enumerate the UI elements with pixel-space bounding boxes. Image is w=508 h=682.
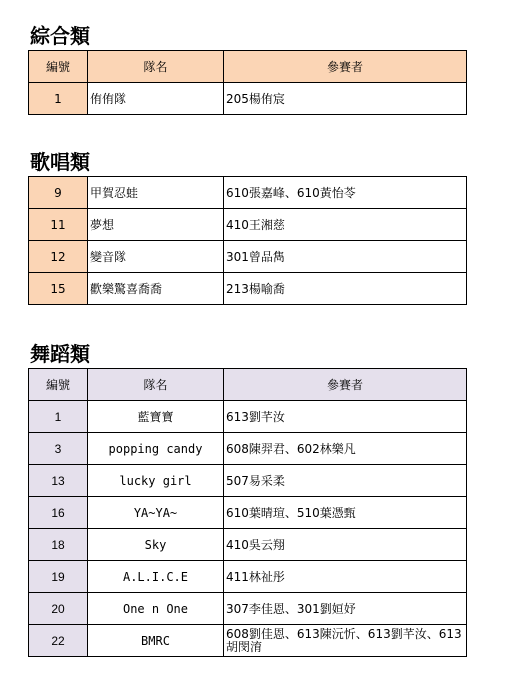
table-header-row bbox=[29, 369, 467, 401]
row-number: 9 bbox=[29, 177, 88, 209]
row-number: 16 bbox=[29, 497, 88, 529]
row-team: 甲賀忍蛙 bbox=[88, 177, 224, 209]
row-members: 610葉晴瑄、510葉憑甄 bbox=[224, 497, 467, 529]
row-team: YA~YA~ bbox=[88, 497, 224, 529]
section-title-general: 綜合類 bbox=[30, 24, 90, 48]
row-number: 12 bbox=[29, 241, 88, 273]
table-row bbox=[29, 433, 467, 465]
section-title-singing: 歌唱類 bbox=[30, 150, 90, 174]
row-team: 侑侑隊 bbox=[88, 83, 224, 115]
table-row bbox=[29, 529, 467, 561]
table-row bbox=[29, 593, 467, 625]
table-row bbox=[29, 465, 467, 497]
header-members: 參賽者 bbox=[224, 369, 467, 401]
header-team: 隊名 bbox=[88, 369, 224, 401]
row-team: popping candy bbox=[88, 433, 224, 465]
row-members: 608陳羿君、602林樂凡 bbox=[224, 433, 467, 465]
row-number: 11 bbox=[29, 209, 88, 241]
row-team: 藍寶寶 bbox=[88, 401, 224, 433]
header-members: 參賽者 bbox=[224, 51, 467, 83]
header-team: 隊名 bbox=[88, 51, 224, 83]
row-members: 301曾品雋 bbox=[224, 241, 467, 273]
row-members: 613劉芊汝 bbox=[224, 401, 467, 433]
row-members: 410王湘慈 bbox=[224, 209, 467, 241]
singing-table bbox=[28, 176, 467, 305]
table-row bbox=[29, 561, 467, 593]
row-number: 13 bbox=[29, 465, 88, 497]
row-number: 18 bbox=[29, 529, 88, 561]
table-header-row bbox=[29, 51, 467, 83]
row-team: One n One bbox=[88, 593, 224, 625]
row-members: 610張嘉峰、610黃怡苓 bbox=[224, 177, 467, 209]
table-row bbox=[29, 273, 467, 305]
header-number: 編號 bbox=[29, 369, 88, 401]
row-team: lucky girl bbox=[88, 465, 224, 497]
table-row bbox=[29, 497, 467, 529]
row-number: 20 bbox=[29, 593, 88, 625]
row-number: 19 bbox=[29, 561, 88, 593]
table-row bbox=[29, 625, 467, 657]
section-title-dance: 舞蹈類 bbox=[30, 342, 90, 366]
row-members: 410吳云翔 bbox=[224, 529, 467, 561]
table-row bbox=[29, 177, 467, 209]
row-members: 608劉佳恩、613陳沅忻、613劉芊汝、613胡閔淯 bbox=[224, 625, 467, 657]
general-table bbox=[28, 50, 467, 115]
table-row bbox=[29, 241, 467, 273]
table-row bbox=[29, 83, 467, 115]
row-number: 1 bbox=[29, 83, 88, 115]
row-members: 411林祉彤 bbox=[224, 561, 467, 593]
row-team: 歡樂驚喜喬喬 bbox=[88, 273, 224, 305]
table-row bbox=[29, 209, 467, 241]
dance-table bbox=[28, 368, 467, 657]
row-number: 3 bbox=[29, 433, 88, 465]
row-members: 205楊侑宸 bbox=[224, 83, 467, 115]
row-members: 213楊喻喬 bbox=[224, 273, 467, 305]
row-team: A.L.I.C.E bbox=[88, 561, 224, 593]
row-number: 22 bbox=[29, 625, 88, 657]
row-team: 變音隊 bbox=[88, 241, 224, 273]
row-number: 15 bbox=[29, 273, 88, 305]
table-row bbox=[29, 401, 467, 433]
row-members: 307李佳恩、301劉姮妤 bbox=[224, 593, 467, 625]
row-number: 1 bbox=[29, 401, 88, 433]
row-members: 507易采柔 bbox=[224, 465, 467, 497]
header-number: 編號 bbox=[29, 51, 88, 83]
row-team: 夢想 bbox=[88, 209, 224, 241]
row-team: Sky bbox=[88, 529, 224, 561]
row-team: BMRC bbox=[88, 625, 224, 657]
